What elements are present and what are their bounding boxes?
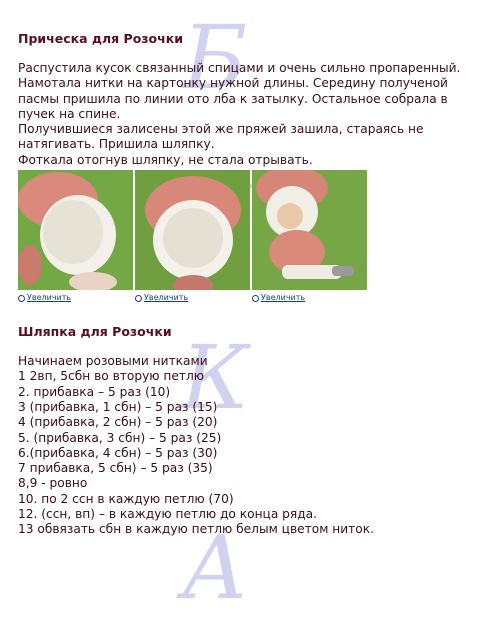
photo-captions (18, 292, 488, 304)
article (18, 31, 488, 538)
text-line: Фоткала отогнув шляпку, не стала отрывать. (18, 152, 313, 167)
pattern-line: 4 (прибавка, 2 сбн) – 5 раз (20) (18, 415, 218, 430)
photo-doll-hair-back[interactable] (135, 170, 250, 290)
enlarge-label: Увеличить (261, 293, 306, 303)
photo-row (18, 170, 488, 290)
pattern-line: 2. прибавка – 5 раз (10) (18, 384, 171, 399)
pattern-line: 6.(прибавка, 4 сбн) – 5 раз (30) (18, 445, 218, 460)
pattern-line: 1 2вп, 5сбн во вторую петлю (18, 369, 205, 384)
text-line: Намотала нитки на картонку нужной длины. Середину полученой (18, 76, 448, 91)
section-title-hat: Шляпка для Розочки (18, 324, 172, 340)
watermark-letter: А (181, 516, 249, 619)
enlarge-link[interactable] (135, 292, 252, 304)
hairstyle-text (18, 61, 488, 168)
pattern-line: 5. (прибавка, 3 сбн) – 5 раз (25) (18, 430, 222, 445)
photo-doll-full[interactable] (252, 170, 367, 290)
pattern-line: Начинаем розовыми нитками (18, 354, 208, 369)
pattern-line: 12. (ссн, вп) – в каждую петлю до конца ряда. (18, 507, 318, 522)
text-line: пасмы пришила по линии ото лба к затылку. Остальное собрала в (18, 91, 448, 106)
pattern-line: 13 обвязать сбн в каждую петлю белым цветом ниток. (18, 522, 374, 537)
pattern-line: 7 прибавка, 5 сбн) – 5 раз (35) (18, 461, 213, 476)
section-title-hairstyle: Прическа для Розочки (18, 31, 183, 46)
text-line: пучек на спине. (18, 106, 121, 121)
pattern-line: 8,9 - ровно (18, 476, 88, 491)
pattern-line: 3 (прибавка, 1 сбн) – 5 раз (15) (18, 399, 218, 414)
zoom-icon (18, 295, 25, 302)
text-line: Получившиеся залисены этой же пряжей зашила, стараясь не (18, 122, 424, 137)
enlarge-label: Увеличить (144, 293, 189, 303)
watermark-letter: К (180, 326, 250, 429)
photo-doll-hat-side[interactable] (18, 170, 133, 290)
text-line: Распустила кусок связанный спицами и очень сильно пропаренный. (18, 61, 461, 75)
hat-pattern (18, 354, 488, 538)
pattern-line: 10. по 2 ссн в каждую петлю (70) (18, 491, 234, 506)
enlarge-link[interactable] (18, 292, 135, 304)
zoom-icon (252, 295, 259, 302)
text-line: натягивать. Пришила шляпку. (18, 137, 215, 152)
watermark-letter: Б (182, 6, 248, 109)
enlarge-link[interactable] (252, 292, 369, 304)
enlarge-label: Увеличить (27, 293, 72, 303)
zoom-icon (135, 295, 142, 302)
